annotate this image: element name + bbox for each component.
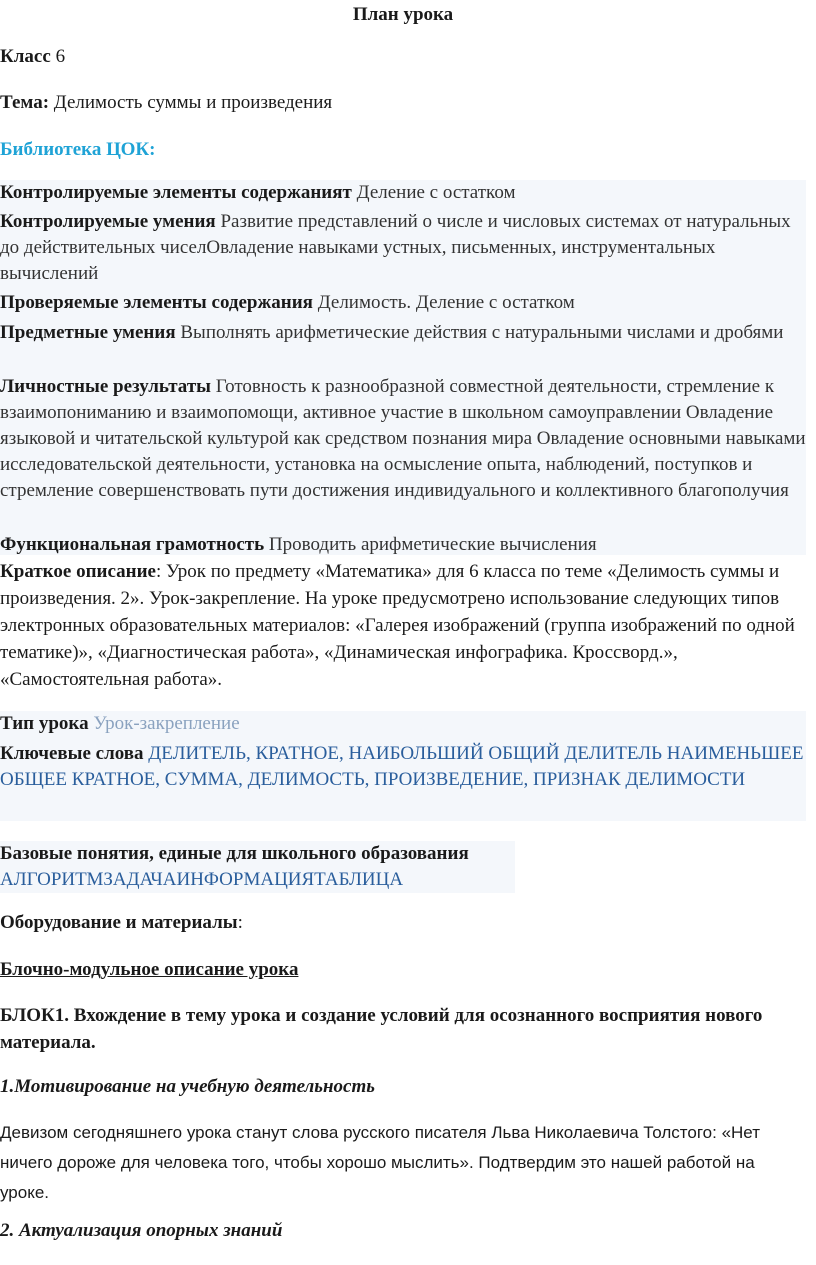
short-description-label: Краткое описание bbox=[0, 561, 156, 582]
library-label: Библиотека ЦОК: bbox=[0, 139, 156, 160]
functional-literacy-label: Функциональная грамотность bbox=[0, 534, 265, 555]
keywords-label: Ключевые слова bbox=[0, 743, 144, 764]
controlled-elements-label: Контролируемые элементы содержаният bbox=[0, 182, 352, 203]
basic-concepts bbox=[0, 841, 806, 893]
subject-skills-value: Выполнять арифметические действия с натуральными числами и дробями bbox=[180, 322, 784, 343]
class-value: 6 bbox=[55, 46, 66, 67]
short-description bbox=[0, 558, 806, 693]
lesson-type bbox=[0, 711, 806, 737]
subject-skills-label: Предметные умения bbox=[0, 322, 176, 343]
class-label: Класс bbox=[0, 46, 51, 67]
equipment-value: : bbox=[237, 912, 243, 933]
class-line bbox=[0, 44, 806, 70]
block1-heading: БЛОК1. Вхождение в тему урока и создание условий для осознанного восприятия нового материала. bbox=[0, 1005, 763, 1053]
section1-heading: 1.Мотивирование на учебную деятельность bbox=[0, 1076, 375, 1097]
functional-literacy bbox=[0, 532, 806, 558]
keywords bbox=[0, 741, 806, 793]
controlled-elements-value: Деление с остатком bbox=[356, 182, 516, 203]
lesson-type-value: Урок-закрепление bbox=[93, 713, 240, 734]
lesson-type-label: Тип урока bbox=[0, 713, 89, 734]
checked-elements-label: Проверяемые элементы содержания bbox=[0, 292, 313, 313]
basic-concepts-value: АЛГОРИТМЗАДАЧАИНФОРМАЦИЯТАБЛИЦА bbox=[0, 869, 404, 890]
page-title: План урока bbox=[352, 4, 454, 25]
functional-literacy-value: Проводить арифметические вычисления bbox=[268, 534, 597, 555]
checked-elements bbox=[0, 290, 806, 316]
short-description-value: : Урок по предмету «Математика» для 6 класса по теме «Делимость суммы и произведения. 2». Урок-закрепление. На уроке предусмотрено использование следующих типов электронных образовательных материалов: «Галерея изображений (группа изображений по одной тематике)», «Диагностическая работа», «Динамическая инфографика. Кроссворд.», «Самостоятельная работа». bbox=[0, 561, 795, 690]
checked-elements-value: Делимость. Деление с остатком bbox=[317, 292, 575, 313]
block-description-heading: Блочно-модульное описание урока bbox=[0, 959, 299, 980]
section1-text: Девизом сегодняшнего урока станут слова русского писателя Льва Николаевича Толстого: «Нет ничего дороже для человека того, чтобы хорошо мыслить». Подтвердим это нашей работой на уроке. bbox=[0, 1123, 760, 1202]
topic-line bbox=[0, 90, 806, 116]
controlled-skills bbox=[0, 209, 806, 287]
basic-concepts-label: Базовые понятия, единые для школьного образования bbox=[0, 843, 469, 864]
equipment-label: Оборудование и материалы bbox=[0, 912, 238, 933]
controlled-skills-value: Развитие представлений о числе и числовых системах от натуральных до действительных чиселОвладение навыками устных, письменных, инструментальных вычислений bbox=[0, 211, 791, 284]
personal-results-label: Личностные результаты bbox=[0, 376, 211, 397]
section2-heading: 2. Актуализация опорных знаний bbox=[0, 1220, 283, 1241]
personal-results-value: Готовность к разнообразной совместной деятельности, стремление к взаимопониманию и взаимопомощи, активное участие в школьном самоуправлении Овладение языковой и читательской культурой как средством познания мира Овладение основными навыками исследовательской деятельности, установка на осмысление опыта, наблюдений, поступков и стремление совершенствовать пути достижения индивидуального и коллективного благополучия bbox=[0, 376, 806, 501]
controlled-skills-label: Контролируемые умения bbox=[0, 211, 216, 232]
topic-value: Делимость суммы и произведения bbox=[53, 92, 333, 113]
controlled-elements bbox=[0, 180, 806, 206]
keywords-value: ДЕЛИТЕЛЬ, КРАТНОЕ, НАИБОЛЬШИЙ ОБЩИЙ ДЕЛИТЕЛЬ НАИМЕНЬШЕЕ ОБЩЕЕ КРАТНОЕ, СУММА, ДЕЛИМОСТЬ, ПРОИЗВЕДЕНИЕ, ПРИЗНАК ДЕЛИМОСТИ bbox=[0, 743, 804, 790]
topic-label: Тема: bbox=[0, 92, 50, 113]
equipment-line bbox=[0, 910, 806, 936]
subject-skills bbox=[0, 320, 806, 346]
personal-results bbox=[0, 374, 806, 504]
